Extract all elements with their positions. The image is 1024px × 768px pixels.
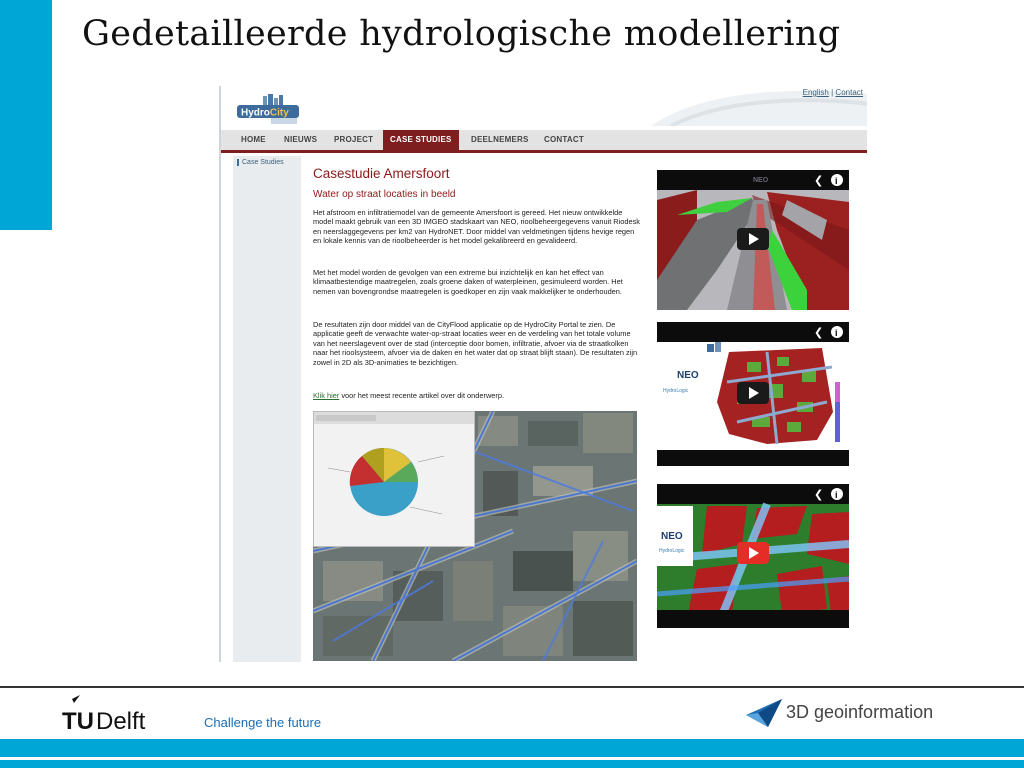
article-link-suffix: voor het meest recente artikel over dit onderwerp. bbox=[339, 391, 505, 400]
english-link[interactable]: English bbox=[802, 88, 829, 97]
svg-text:i: i bbox=[835, 490, 838, 500]
footer-divider bbox=[0, 686, 1024, 688]
video-3d-street[interactable] bbox=[657, 170, 849, 310]
nav-contact[interactable]: CONTACT bbox=[544, 135, 584, 144]
svg-text:HydroCity: HydroCity bbox=[241, 107, 289, 119]
nav-home[interactable]: HOME bbox=[241, 135, 266, 144]
water-balance-chart-panel[interactable] bbox=[313, 411, 475, 547]
nav-nieuws[interactable]: NIEUWS bbox=[284, 135, 318, 144]
geoinformation-label: 3D geoinformation bbox=[786, 702, 934, 722]
contact-link[interactable]: Contact bbox=[835, 88, 863, 97]
nav-deelnemers[interactable]: DEELNEMERS bbox=[471, 135, 529, 144]
tudelft-logo-tu: TU bbox=[62, 708, 94, 735]
cityflood-map[interactable] bbox=[313, 411, 637, 661]
video-3d-street-thumbnail bbox=[657, 170, 849, 310]
article-link-line bbox=[313, 391, 641, 400]
pie-chart-widget bbox=[314, 412, 474, 546]
footer-band-bottom bbox=[0, 760, 1024, 768]
geoinformation-logo-icon bbox=[744, 697, 784, 729]
share-icon: ❮ bbox=[814, 326, 824, 339]
video-neo-map[interactable] bbox=[657, 322, 849, 466]
share-icon: ❮ bbox=[814, 488, 824, 501]
klik-hier-link[interactable]: Klik hier bbox=[313, 391, 340, 400]
svg-text:i: i bbox=[835, 176, 838, 186]
video-neo-flood-brand: NEO bbox=[661, 531, 683, 542]
page-subheading: Water op straat locaties in beeld bbox=[313, 189, 456, 200]
tudelft-logo bbox=[60, 693, 170, 735]
video-neo-map-thumbnail bbox=[657, 322, 849, 466]
paragraph-3: De resultaten zijn door middel van de CityFlood applicatie op de HydroCity Portal te zien. De applicatie geeft de verwachte water-op-straat locaties weer en de verdeling van het totale volume van het neerslagevent over de stad (interceptie door bomen, infiltratie, afvoer via de straatkolken naar het rioolsysteem, afvoer via de daken en het water dat op straat blijft staan). De resultaten zijn zowel in 2D als 3D-animaties te bezichtigen. bbox=[313, 320, 638, 367]
page-heading: Casestudie Amersfoort bbox=[313, 166, 450, 181]
nav-case-studies[interactable]: CASE STUDIES bbox=[383, 130, 459, 150]
website-screenshot bbox=[219, 86, 867, 662]
svg-text:i: i bbox=[835, 328, 838, 338]
nav-project[interactable]: PROJECT bbox=[334, 135, 374, 144]
video-neo-map-brand: NEO bbox=[677, 370, 699, 381]
hydrocity-logo bbox=[235, 94, 301, 126]
video-neo-flood-sub: HydroLogic bbox=[659, 548, 685, 554]
paragraph-2: Met het model worden de gevolgen van een extreme bui inzichtelijk en kan het effect van klimaatbestendige maatregelen, zoals groene daken of waterpleinen, gesimuleerd worden. Het nemen van bovengrondse maatregelen is goedkoper en zijn vaak makkelijker te onderhouden. bbox=[313, 268, 623, 296]
slide-title: Gedetailleerde hydrologische modellering bbox=[82, 14, 841, 54]
top-links bbox=[803, 88, 863, 97]
flame-icon bbox=[72, 695, 80, 703]
video-3d-street-brand: NEO bbox=[753, 177, 769, 184]
share-icon: ❮ bbox=[814, 174, 824, 187]
link-separator: | bbox=[831, 88, 834, 97]
sidebar bbox=[233, 156, 301, 662]
tudelft-logo-delft: Delft bbox=[96, 708, 146, 735]
paragraph-1: Het afstroom en infiltratiemodel van de gemeente Amersfoort is gereed. Het nieuw ontwikkelde model maakt gebruik van een 3D IMGEO stadskaart van NEO, rioolbeheergegevens vanuit Riodesk en neerslaggegevens per km2 van HydroNET. Door middel van veldmetingen tijdens hevige regen en lokale kennis van de rioolbeheerder is het model gekalibreerd en gevalideerd. bbox=[313, 208, 640, 246]
footer-band bbox=[0, 739, 1024, 757]
slide-accent-bar bbox=[0, 0, 52, 230]
video-neo-map-sub: HydroLogic bbox=[663, 388, 689, 394]
footer-tagline: Challenge the future bbox=[204, 715, 322, 730]
video-neo-flood-thumbnail bbox=[657, 484, 849, 628]
sidebar-item-case-studies[interactable]: Case Studies bbox=[237, 159, 284, 166]
video-neo-flood[interactable] bbox=[657, 484, 849, 628]
main-navigation bbox=[221, 130, 867, 153]
